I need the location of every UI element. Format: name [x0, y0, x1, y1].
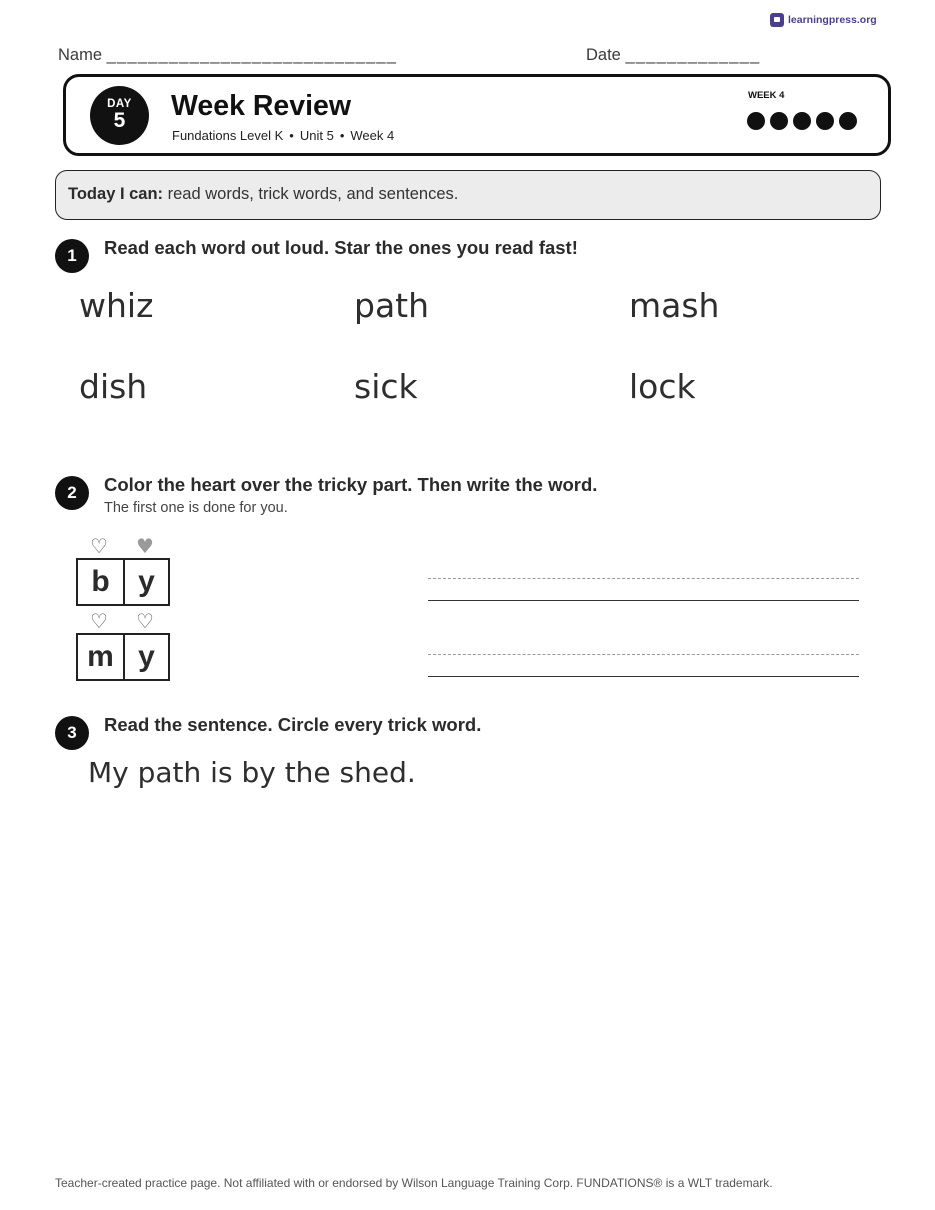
letter-tile: m [87, 640, 114, 673]
subtitle-separator: • [339, 128, 345, 143]
section-2-title: Color the heart over the tricky part. Then write the word. [104, 474, 598, 495]
date-label: Date [586, 46, 621, 64]
letter-tile: y [123, 560, 168, 604]
day-label: DAY [107, 98, 132, 110]
learning-goal-text: read words, trick words, and sentences. [167, 185, 459, 203]
learning-goal-label: Today I can: [68, 185, 164, 203]
name-date-row [58, 46, 798, 65]
date-field[interactable] [586, 46, 760, 65]
brand-logo-link[interactable] [770, 13, 877, 27]
progress-dot [839, 112, 857, 130]
week-progress-dots [747, 112, 857, 130]
word-item[interactable]: sick [354, 367, 418, 406]
subtitle-level: Fundations Level K [172, 128, 284, 143]
section-number-2: 2 [55, 476, 89, 510]
writing-guide-dashed [428, 654, 859, 655]
writing-guide-dashed [428, 578, 859, 579]
name-field[interactable] [58, 46, 397, 64]
writing-line[interactable] [428, 600, 859, 601]
brand-name: learningpress.org [788, 14, 877, 26]
practice-sentence[interactable]: My path is by the shed. [88, 756, 416, 789]
learning-goal-box [55, 170, 881, 220]
date-blank: _____________ [625, 46, 761, 64]
letter-tiles [76, 558, 170, 606]
word-item[interactable]: lock [629, 367, 696, 406]
worksheet-subtitle [172, 128, 394, 143]
worksheet-title: Week Review [171, 90, 352, 122]
name-blank: ____________________________ [106, 46, 398, 64]
letter-tiles [76, 633, 170, 681]
word-item[interactable]: whiz [79, 286, 154, 325]
heart-outline-icon[interactable]: ♡ [90, 609, 108, 633]
footer-disclaimer: Teacher-created practice page. Not affiliated with or endorsed by Wilson Language Training Corp. FUNDATIONS® is a WLT trademark. [55, 1176, 773, 1190]
progress-dot [793, 112, 811, 130]
section-number-3: 3 [55, 716, 89, 750]
heart-filled-icon[interactable]: ♥ [136, 534, 154, 558]
word-item[interactable]: dish [79, 367, 148, 406]
progress-dot [770, 112, 788, 130]
section-2-subtitle: The first one is done for you. [104, 500, 288, 516]
writing-line[interactable] [428, 676, 859, 677]
heart-outline-icon[interactable]: ♡ [136, 609, 154, 633]
name-label: Name [58, 46, 103, 64]
progress-dot [816, 112, 834, 130]
worksheet-header [63, 74, 891, 156]
section-3-title: Read the sentence. Circle every trick word. [104, 714, 482, 735]
day-badge [90, 86, 149, 145]
progress-dot [747, 112, 765, 130]
subtitle-separator: • [289, 128, 294, 143]
section-1-title: Read each word out loud. Star the ones you read fast! [104, 237, 578, 258]
section-number-1: 1 [55, 239, 89, 273]
subtitle-week: Week 4 [350, 128, 395, 143]
subtitle-unit: Unit 5 [299, 128, 334, 143]
letter-tile: y [123, 635, 168, 679]
word-item[interactable]: mash [629, 286, 720, 325]
book-icon [770, 13, 784, 27]
heart-outline-icon[interactable]: ♡ [90, 534, 108, 558]
week-label: WEEK 4 [748, 90, 785, 101]
day-number: 5 [113, 109, 126, 132]
letter-tile: b [91, 565, 110, 598]
word-item[interactable]: path [354, 286, 430, 325]
